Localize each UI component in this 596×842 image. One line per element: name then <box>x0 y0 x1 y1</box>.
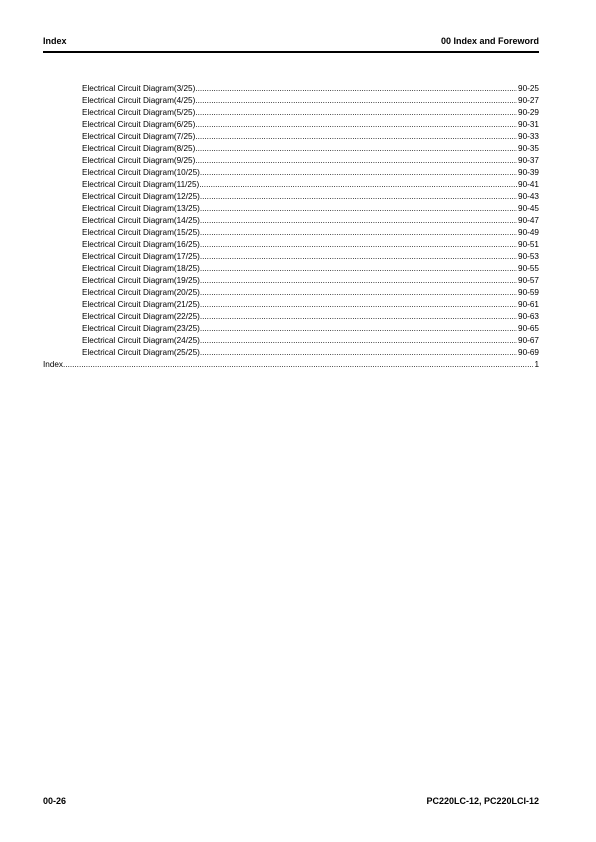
dot-leader <box>200 335 517 347</box>
toc-entry[interactable] <box>43 143 539 155</box>
toc-entry-title: Electrical Circuit Diagram(9/25) <box>82 156 196 165</box>
toc-entry[interactable] <box>43 263 539 275</box>
dot-leader <box>200 275 517 287</box>
toc-entry-page: 90-37 <box>518 156 539 165</box>
table-of-contents <box>43 83 539 371</box>
toc-entry[interactable] <box>43 227 539 239</box>
toc-entry-title: Electrical Circuit Diagram(23/25) <box>82 324 200 333</box>
toc-entry[interactable] <box>43 275 539 287</box>
toc-entry-title: Electrical Circuit Diagram(10/25) <box>82 168 200 177</box>
toc-entry-page: 90-41 <box>518 180 539 189</box>
dot-leader <box>200 215 517 227</box>
dot-leader <box>200 191 517 203</box>
toc-entry[interactable] <box>43 299 539 311</box>
dot-leader <box>63 359 533 371</box>
toc-entry-page: 90-45 <box>518 204 539 213</box>
toc-entry-page: 90-35 <box>518 144 539 153</box>
toc-entry-page: 90-49 <box>518 228 539 237</box>
toc-entry-title: Electrical Circuit Diagram(13/25) <box>82 204 200 213</box>
toc-entry[interactable] <box>43 83 539 95</box>
toc-entry-title: Electrical Circuit Diagram(21/25) <box>82 300 200 309</box>
toc-entry-page: 90-33 <box>518 132 539 141</box>
header-chapter: 00 Index and Foreword <box>440 36 539 46</box>
toc-entry-title: Electrical Circuit Diagram(14/25) <box>82 216 200 225</box>
toc-entry-page: 90-25 <box>518 84 539 93</box>
header-rule <box>43 51 539 53</box>
dot-leader <box>195 155 517 167</box>
toc-entry-title: Electrical Circuit Diagram(15/25) <box>82 228 200 237</box>
toc-entry-page: 90-69 <box>518 348 539 357</box>
dot-leader <box>200 263 517 275</box>
toc-entry[interactable] <box>43 251 539 263</box>
header-section: Index <box>43 36 67 46</box>
dot-leader <box>200 227 517 239</box>
toc-entry-title: Electrical Circuit Diagram(17/25) <box>82 252 200 261</box>
toc-entry-page: 90-67 <box>518 336 539 345</box>
toc-entry-page: 90-51 <box>518 240 539 249</box>
toc-entry-page: 90-65 <box>518 324 539 333</box>
toc-entry-title: Electrical Circuit Diagram(4/25) <box>82 96 196 105</box>
toc-entry-title: Electrical Circuit Diagram(18/25) <box>82 264 200 273</box>
toc-entry-page: 90-59 <box>518 288 539 297</box>
toc-entry-title: Electrical Circuit Diagram(5/25) <box>82 108 196 117</box>
toc-entry-title: Electrical Circuit Diagram(8/25) <box>82 144 196 153</box>
toc-entry[interactable] <box>43 131 539 143</box>
toc-entry-page: 90-31 <box>518 120 539 129</box>
footer-models: PC220LC-12, PC220LCI-12 <box>426 796 539 806</box>
toc-entry-title: Electrical Circuit Diagram(7/25) <box>82 132 196 141</box>
toc-entry-page: 1 <box>534 360 539 369</box>
toc-entry-title: Electrical Circuit Diagram(19/25) <box>82 276 200 285</box>
toc-entry[interactable] <box>43 119 539 131</box>
toc-entry-page: 90-63 <box>518 312 539 321</box>
dot-leader <box>200 287 517 299</box>
dot-leader <box>200 299 517 311</box>
dot-leader <box>200 167 517 179</box>
dot-leader <box>200 311 517 323</box>
toc-entry[interactable] <box>43 323 539 335</box>
toc-entry[interactable] <box>43 95 539 107</box>
toc-entry-title: Electrical Circuit Diagram(16/25) <box>82 240 200 249</box>
toc-entry[interactable] <box>43 155 539 167</box>
toc-entry[interactable] <box>43 179 539 191</box>
toc-entry[interactable] <box>43 311 539 323</box>
toc-entry-title: Electrical Circuit Diagram(22/25) <box>82 312 200 321</box>
dot-leader <box>200 323 517 335</box>
footer-page-number: 00-26 <box>43 796 67 806</box>
dot-leader <box>200 347 517 359</box>
toc-entry-page: 90-55 <box>518 264 539 273</box>
toc-index-entry[interactable] <box>43 359 539 371</box>
dot-leader <box>195 95 517 107</box>
toc-entry[interactable] <box>43 239 539 251</box>
toc-entry-title: Electrical Circuit Diagram(12/25) <box>82 192 200 201</box>
toc-entry-title: Electrical Circuit Diagram(24/25) <box>82 336 200 345</box>
dot-leader <box>195 143 517 155</box>
toc-entry-title: Electrical Circuit Diagram(3/25) <box>82 84 196 93</box>
toc-entry[interactable] <box>43 167 539 179</box>
toc-entry-page: 90-61 <box>518 300 539 309</box>
dot-leader <box>195 83 517 95</box>
dot-leader <box>195 119 517 131</box>
toc-entry[interactable] <box>43 335 539 347</box>
toc-entry-title: Index <box>43 360 64 369</box>
toc-entry-page: 90-53 <box>518 252 539 261</box>
toc-entry-page: 90-39 <box>518 168 539 177</box>
toc-entry-title: Electrical Circuit Diagram(6/25) <box>82 120 196 129</box>
toc-entry-page: 90-43 <box>518 192 539 201</box>
dot-leader <box>200 239 517 251</box>
toc-entry-page: 90-29 <box>518 108 539 117</box>
toc-entry-page: 90-47 <box>518 216 539 225</box>
dot-leader <box>195 107 517 119</box>
toc-entry-page: 90-57 <box>518 276 539 285</box>
dot-leader <box>200 203 517 215</box>
toc-entry-title: Electrical Circuit Diagram(25/25) <box>82 348 200 357</box>
toc-entry-title: Electrical Circuit Diagram(11/25) <box>82 180 200 189</box>
toc-entry[interactable] <box>43 287 539 299</box>
dot-leader <box>200 251 517 263</box>
toc-entry[interactable] <box>43 107 539 119</box>
toc-entry[interactable] <box>43 215 539 227</box>
toc-entry-page: 90-27 <box>518 96 539 105</box>
toc-entry[interactable] <box>43 191 539 203</box>
page-header <box>43 36 539 50</box>
toc-entry[interactable] <box>43 347 539 359</box>
toc-entry[interactable] <box>43 203 539 215</box>
dot-leader <box>195 131 517 143</box>
toc-entry-title: Electrical Circuit Diagram(20/25) <box>82 288 200 297</box>
page-footer <box>43 796 539 810</box>
dot-leader <box>199 179 517 191</box>
